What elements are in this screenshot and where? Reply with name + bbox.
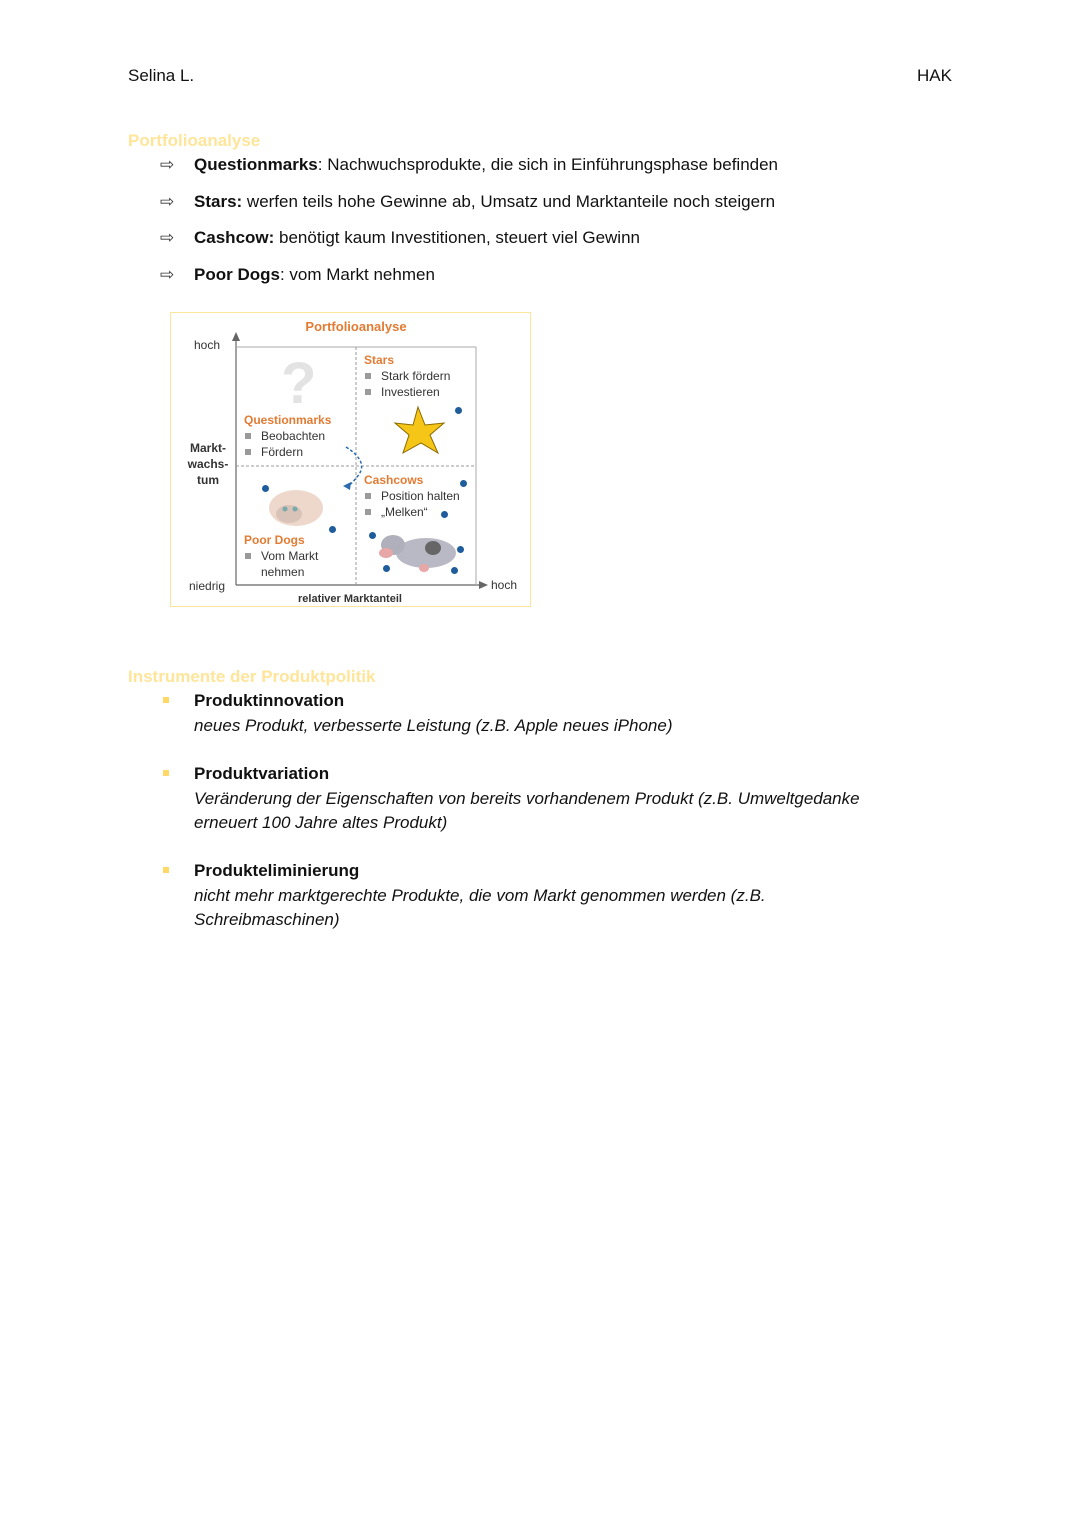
section-heading-instruments: Instrumente der Produktpolitik	[128, 667, 376, 686]
y-label-line: Markt-	[189, 441, 226, 455]
instrument-desc: nicht mehr marktgerechte Produkte, die vom Markt genommen werden (z.B. Schreibmaschinen)	[194, 885, 766, 929]
term: Poor Dogs	[194, 265, 280, 284]
header-author: Selina L.	[128, 66, 195, 85]
description: benötigt kaum Investitionen, steuert viel Gewinn	[274, 228, 640, 247]
x-axis-high: hoch	[491, 578, 518, 592]
right-arrow-icon: ⇨	[160, 155, 175, 174]
product-dot	[369, 532, 376, 539]
list-item	[160, 192, 775, 212]
instrument-item	[160, 689, 914, 738]
section-heading-portfolio: Portfolioanalyse	[128, 131, 261, 150]
term: Questionmarks	[194, 155, 318, 174]
product-dot	[383, 565, 390, 572]
right-arrow-icon: ⇨	[160, 192, 175, 211]
product-dot	[455, 407, 462, 414]
term: Stars:	[194, 192, 243, 211]
quadrant-item: Vom Markt	[261, 549, 319, 563]
product-dot	[451, 567, 458, 574]
quadrant-title-cashcows: Cashcows	[364, 473, 424, 487]
y-axis-low: niedrig	[189, 579, 226, 593]
right-arrow-icon: ⇨	[160, 265, 175, 284]
cow-icon	[379, 535, 456, 572]
instrument-desc: Veränderung der Eigenschaften von bereits vorhandenem Produkt (z.B. Umweltgedanke erneuert 100 Jahre altes Produkt)	[194, 788, 860, 832]
portfolio-diagram	[170, 312, 531, 607]
diagram-title: Portfolioanalyse	[305, 319, 407, 334]
y-label-line: wachs-	[187, 457, 229, 471]
instrument-desc: neues Produkt, verbesserte Leistung (z.B. Apple neues iPhone)	[194, 715, 673, 735]
question-mark-icon	[281, 351, 316, 416]
header-school: HAK	[917, 66, 952, 85]
quadrant-item: Investieren	[381, 385, 440, 399]
product-dot	[460, 480, 467, 487]
sep: :	[279, 265, 285, 284]
instrument-item	[160, 762, 914, 836]
y-axis-label	[187, 440, 229, 488]
sep: :	[317, 155, 323, 174]
right-arrow-icon: ⇨	[160, 228, 175, 247]
instrument-title: Produktinnovation	[194, 691, 345, 710]
svg-text:?: ?	[281, 351, 317, 416]
description: werfen teils hohe Gewinne ab, Umsatz und Marktanteile noch steigern	[242, 192, 776, 211]
list-item	[160, 265, 435, 285]
quadrant-item: „Melken“	[381, 505, 428, 519]
quadrant-item: Stark fördern	[381, 369, 451, 383]
bullet-icon	[163, 867, 169, 873]
bullet-icon	[163, 697, 169, 703]
description: Nachwuchsprodukte, die sich in Einführungsphase befinden	[322, 155, 779, 174]
bullet-icon	[163, 770, 169, 776]
y-axis-high: hoch	[194, 338, 221, 352]
quadrant-title-stars: Stars	[364, 353, 395, 367]
star-icon	[395, 407, 444, 453]
quadrant-item-cont: nehmen	[261, 565, 305, 579]
product-dot	[329, 526, 336, 533]
quadrant-item: Beobachten	[261, 429, 326, 443]
quadrant-title-questionmarks: Questionmarks	[244, 413, 332, 427]
instrument-item	[160, 859, 914, 933]
quadrant-item: Fördern	[261, 445, 304, 459]
term: Cashcow:	[194, 228, 275, 247]
x-axis-label: relativer Marktanteil	[298, 593, 402, 605]
instrument-title: Produktvariation	[194, 764, 330, 783]
quadrant-title-poordogs: Poor Dogs	[244, 533, 305, 547]
product-dot	[457, 546, 464, 553]
product-dot	[262, 485, 269, 492]
dog-icon	[269, 490, 323, 526]
list-item	[160, 228, 640, 248]
list-item	[160, 155, 778, 175]
description: vom Markt nehmen	[284, 265, 435, 284]
instrument-title: Produkteliminierung	[194, 861, 360, 880]
quadrant-item: Position halten	[381, 489, 460, 503]
product-dot	[441, 511, 448, 518]
y-label-line: tum	[197, 473, 219, 487]
